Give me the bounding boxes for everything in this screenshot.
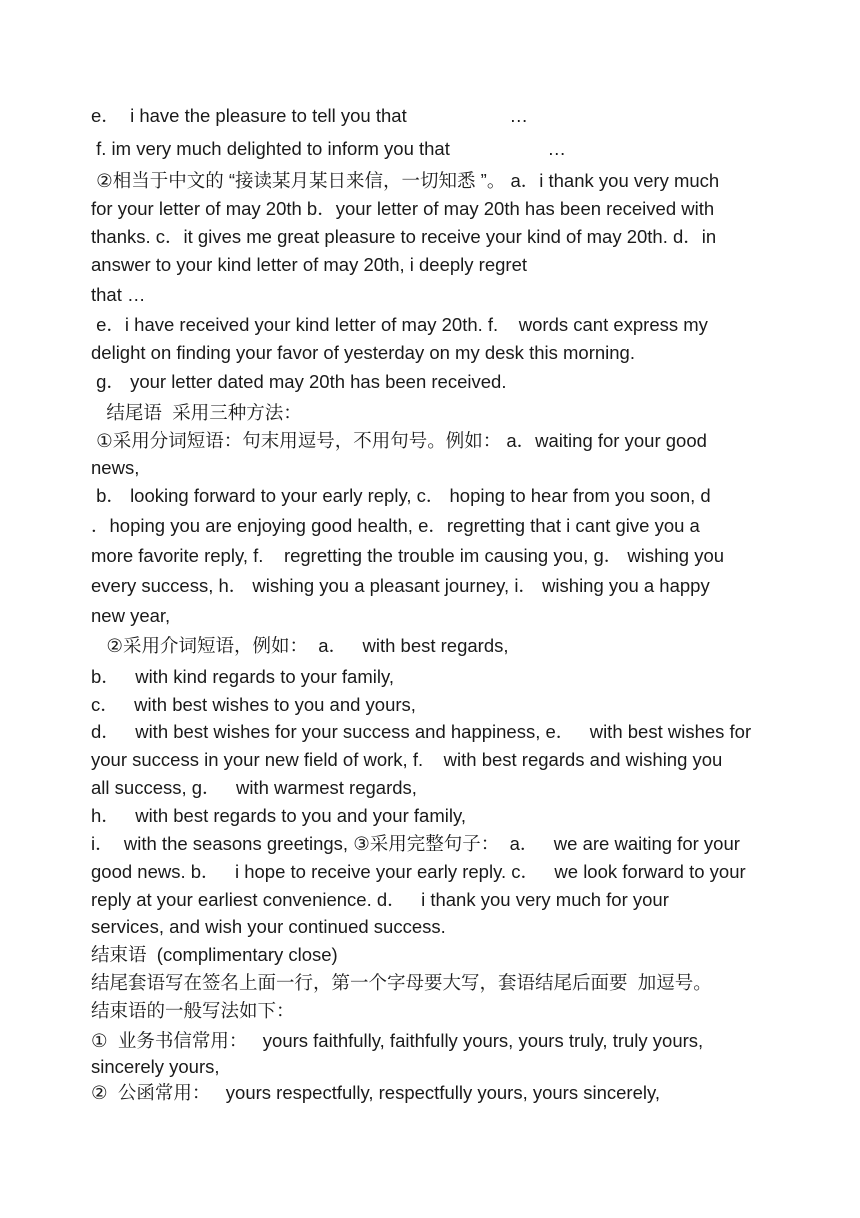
text-line: news, (91, 457, 140, 478)
text-line: 结束语的一般写法如下： (91, 1000, 295, 1021)
text-line: ②采用介词短语，例如： a． with best regards, (91, 635, 509, 656)
text-line: reply at your earliest convenience. d． i thank you very much for your (91, 889, 669, 910)
text-line: delight on finding your favor of yesterday on my desk this morning. (91, 342, 635, 363)
text-line: ①采用分词短语：句末用逗号，不用句号。例如： a．waiting for your good (91, 430, 707, 451)
text-line: c． with best wishes to you and yours, (91, 694, 416, 715)
text-line: every success, h． wishing you a pleasant journey, i． wishing you a happy (91, 575, 710, 596)
text-line: ② 公函常用： yours respectfully, respectfully yours, yours sincerely, (91, 1082, 661, 1103)
text-line: good news. b． i hope to receive your early reply. c． we look forward to your (91, 861, 746, 882)
text-line: services, and wish your continued success. (91, 916, 446, 937)
section-heading: 结束语 (complimentary close) (91, 944, 338, 965)
text-line: ②相当于中文的 “接读某月某日来信，一切知悉 ”。 a．i thank you very much (91, 170, 720, 191)
section-heading: 结尾语 采用三种方法： (91, 402, 302, 423)
text-line: thanks. c．it gives me great pleasure to receive your kind of may 20th. d．in (91, 226, 717, 247)
text-line: answer to your kind letter of may 20th, i deeply regret (91, 254, 527, 275)
text-line: g． your letter dated may 20th has been received. (91, 371, 507, 392)
text-line: f. im very much delighted to inform you that … (91, 138, 567, 159)
text-line: i． with the seasons greetings, ③采用完整句子： a． we are waiting for your (91, 833, 740, 854)
text-line: ① 业务书信常用： yours faithfully, faithfully yours, yours truly, truly yours, (91, 1030, 704, 1051)
text-line: b． with kind regards to your family, (91, 666, 394, 687)
text-line: 结尾套语写在签名上面一行，第一个字母要大写，套语结尾后面要 加逗号。 (91, 972, 712, 993)
document-body (91, 0, 796, 1103)
text-line: new year, (91, 605, 171, 626)
text-line: b． looking forward to your early reply, c． hoping to hear from you soon, d (91, 485, 711, 506)
text-line: your success in your new field of work, f. with best regards and wishing you (91, 749, 723, 770)
text-line: sincerely yours, (91, 1056, 220, 1077)
text-line: more favorite reply, f. regretting the trouble im causing you, g． wishing you (91, 545, 725, 566)
text-line: all success, g． with warmest regards, (91, 777, 417, 798)
text-line: e． i have the pleasure to tell you that … (91, 105, 529, 126)
text-line: for your letter of may 20th b．your letter of may 20th has been received with (91, 198, 715, 219)
text-line: h． with best regards to you and your family, (91, 805, 466, 826)
text-line: ．hoping you are enjoying good health, e．regretting that i cant give you a (91, 515, 700, 536)
text-line: e．i have received your kind letter of may 20th. f. words cant express my (91, 314, 708, 335)
text-line: that … (91, 284, 146, 305)
text-line: d． with best wishes for your success and happiness, e． with best wishes for (91, 721, 752, 742)
